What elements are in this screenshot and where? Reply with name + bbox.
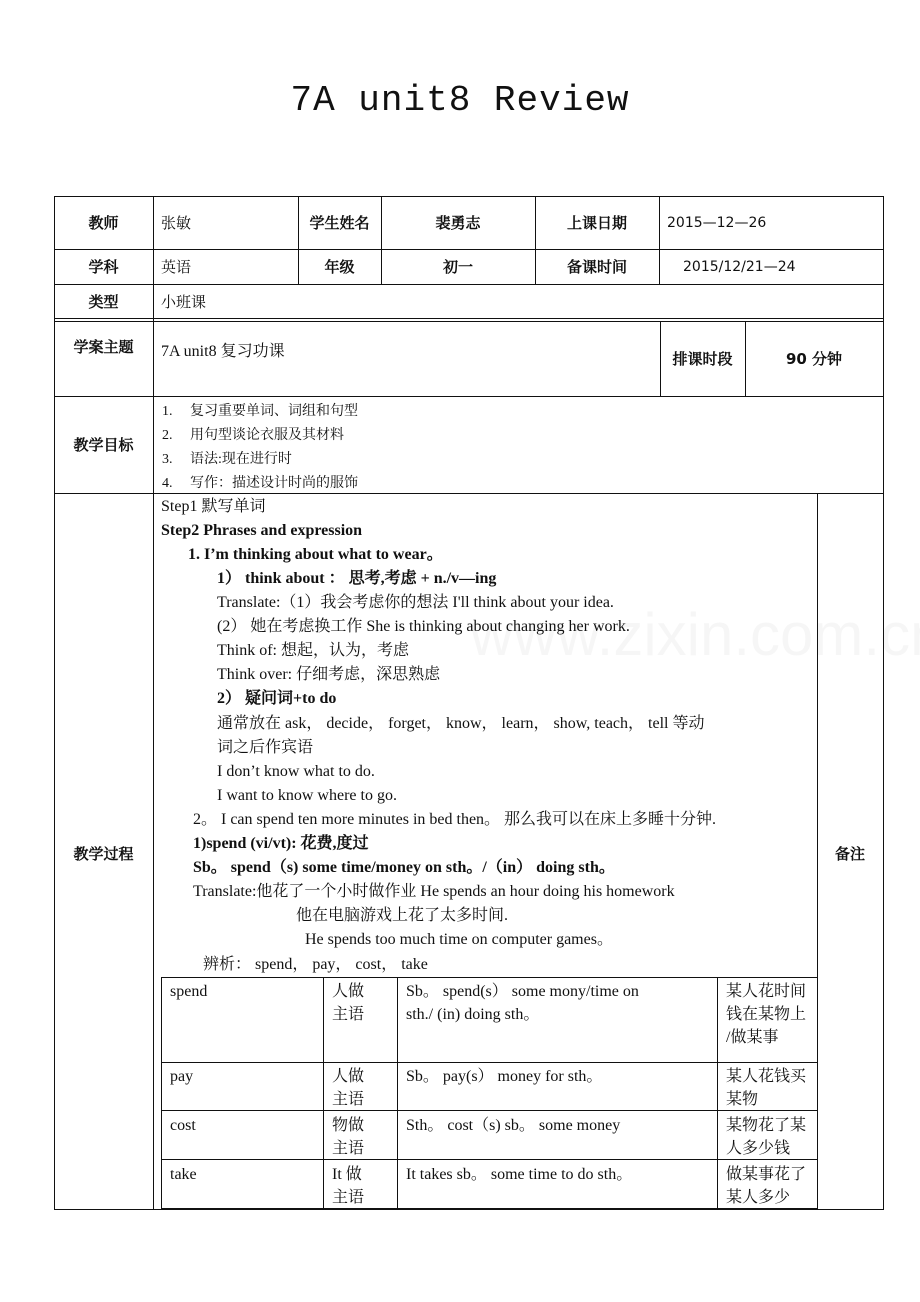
table-border <box>54 396 884 397</box>
table-border <box>54 318 884 319</box>
compare-meaning: 某物花了某 <box>726 1117 807 1134</box>
point-2-heading: 2。 I can spend ten more minutes in bed then。 那么我可以在床上多睡十分钟. <box>193 811 717 828</box>
inner-table-border <box>323 977 324 1208</box>
inner-table-border <box>397 977 398 1208</box>
grade-value: 初一 <box>442 258 473 276</box>
teacher-value: 张敏 <box>161 214 192 232</box>
compare-meaning: 某人多少 <box>726 1189 791 1206</box>
compare-meaning: 人多少钱 <box>726 1140 791 1157</box>
student-label: 学生姓名 <box>309 214 370 232</box>
notes-label: 备注 <box>834 844 865 863</box>
student-value: 裴勇志 <box>435 214 481 232</box>
text-line: (2） 她在考虑换工作 She is thinking about changing her work. <box>217 618 630 635</box>
inner-table-border <box>717 977 718 1208</box>
compare-pattern: Sb。 spend(s） some mony/time on <box>406 983 639 1000</box>
table-border-right <box>883 196 884 1210</box>
text-line: He spends too much time on computer games。 <box>305 931 613 948</box>
compare-subject: 主语 <box>332 1189 365 1206</box>
compare-meaning: 某人花时间 <box>726 983 807 1000</box>
step1: Step1 默写单词 <box>161 498 266 515</box>
teacher-label: 教师 <box>88 214 119 232</box>
sub-point-heading: 1)spend (vi/vt): 花费,度过 <box>193 835 369 852</box>
compare-subject: 人做 <box>332 983 365 1000</box>
inner-table-border <box>161 1062 817 1063</box>
slot-label: 排课时段 <box>672 350 733 368</box>
type-label: 类型 <box>88 292 119 311</box>
compare-word: pay <box>170 1068 194 1085</box>
goal-item: 1. 复习重要单词、词组和句型 <box>162 404 358 419</box>
goal-item: 4. 写作：描述设计时尚的服饰 <box>162 476 358 491</box>
prep-value: 2015/12/21—24 <box>683 258 796 275</box>
sub-point-heading: 1） think about ： 思考,考虑 + n./v—ing <box>217 570 497 587</box>
step2-heading: Step2 Phrases and expression <box>161 522 363 539</box>
prep-label: 备课时间 <box>566 258 627 276</box>
subject-value: 英语 <box>161 258 192 276</box>
text-line: 词之后作宾语 <box>217 739 314 756</box>
compare-subject: 主语 <box>332 1140 365 1157</box>
text-line: Translate:（1）我会考虑你的想法 I'll think about your idea. <box>217 594 614 611</box>
compare-pattern: sth./ (in) doing sth。 <box>406 1006 540 1023</box>
point-1-heading: 1. I’m thinking about what to wear。 <box>188 546 443 563</box>
table-border <box>54 493 884 494</box>
table-border-bottom <box>54 1209 884 1210</box>
compare-meaning: 钱在某物上 <box>726 1006 807 1023</box>
inner-table-border <box>161 977 817 978</box>
compare-pattern: Sb。 pay(s） money for sth。 <box>406 1068 603 1085</box>
theme-label: 学案主题 <box>73 338 134 356</box>
text-line: Think over: 仔细考虑，深思熟虑 <box>217 666 441 683</box>
theme-value: 7A unit8 复习功课 <box>161 343 285 360</box>
inner-table-border <box>161 977 162 1208</box>
inner-table-border <box>161 1159 817 1160</box>
date-value: 2015—12—26 <box>667 214 767 231</box>
compare-pattern: It takes sb。 some time to do sth。 <box>406 1166 633 1183</box>
compare-subject: 物做 <box>332 1117 365 1134</box>
compare-subject: 主语 <box>332 1091 365 1108</box>
slot-value: 90 分钟 <box>785 350 843 368</box>
text-line: I want to know where to go. <box>217 787 397 804</box>
goals-label: 教学目标 <box>73 436 134 454</box>
date-label: 上课日期 <box>566 214 627 232</box>
text-line: 他在电脑游戏上花了太多时间. <box>296 907 509 924</box>
sub-point-heading: 2） 疑问词+to do <box>217 690 337 707</box>
page-title: 7A unit8 Review <box>290 80 630 121</box>
inner-table-border <box>161 1110 817 1111</box>
text-line: Sb。 spend（s) some time/money on sth。/（in） doing sth。 <box>193 859 615 876</box>
type-value: 小班课 <box>161 292 207 311</box>
compare-subject: It 做 <box>332 1166 362 1183</box>
compare-subject: 人做 <box>332 1068 365 1085</box>
compare-word: spend <box>170 983 208 1000</box>
compare-meaning: 做某事花了 <box>726 1166 807 1183</box>
compare-word: take <box>170 1166 197 1183</box>
text-line: I don’t know what to do. <box>217 763 375 780</box>
text-line: Think of: 想起，认为，考虑 <box>217 642 409 659</box>
compare-meaning: 某人花钱买 <box>726 1068 807 1085</box>
table-border <box>153 196 154 1210</box>
compare-pattern: Sth。 cost（s) sb。 some money <box>406 1117 621 1134</box>
process-label: 教学过程 <box>73 844 134 863</box>
goal-item: 2. 用句型谈论衣服及其材料 <box>162 428 344 443</box>
subject-label: 学科 <box>88 258 119 276</box>
text-line: 辨析： spend， pay， cost， take <box>203 956 428 973</box>
compare-meaning: 某物 <box>726 1091 759 1108</box>
compare-subject: 主语 <box>332 1006 365 1023</box>
goal-item: 3. 语法:现在进行时 <box>162 452 292 467</box>
compare-word: cost <box>170 1117 196 1134</box>
grade-label: 年级 <box>324 258 355 276</box>
text-line: Translate:他花了一个小时做作业 He spends an hour doing his homework <box>193 883 675 900</box>
compare-meaning: /做某事 <box>726 1029 779 1046</box>
text-line: 通常放在 ask， decide， forget， know， learn， show, teach， tell 等动 <box>217 715 705 732</box>
